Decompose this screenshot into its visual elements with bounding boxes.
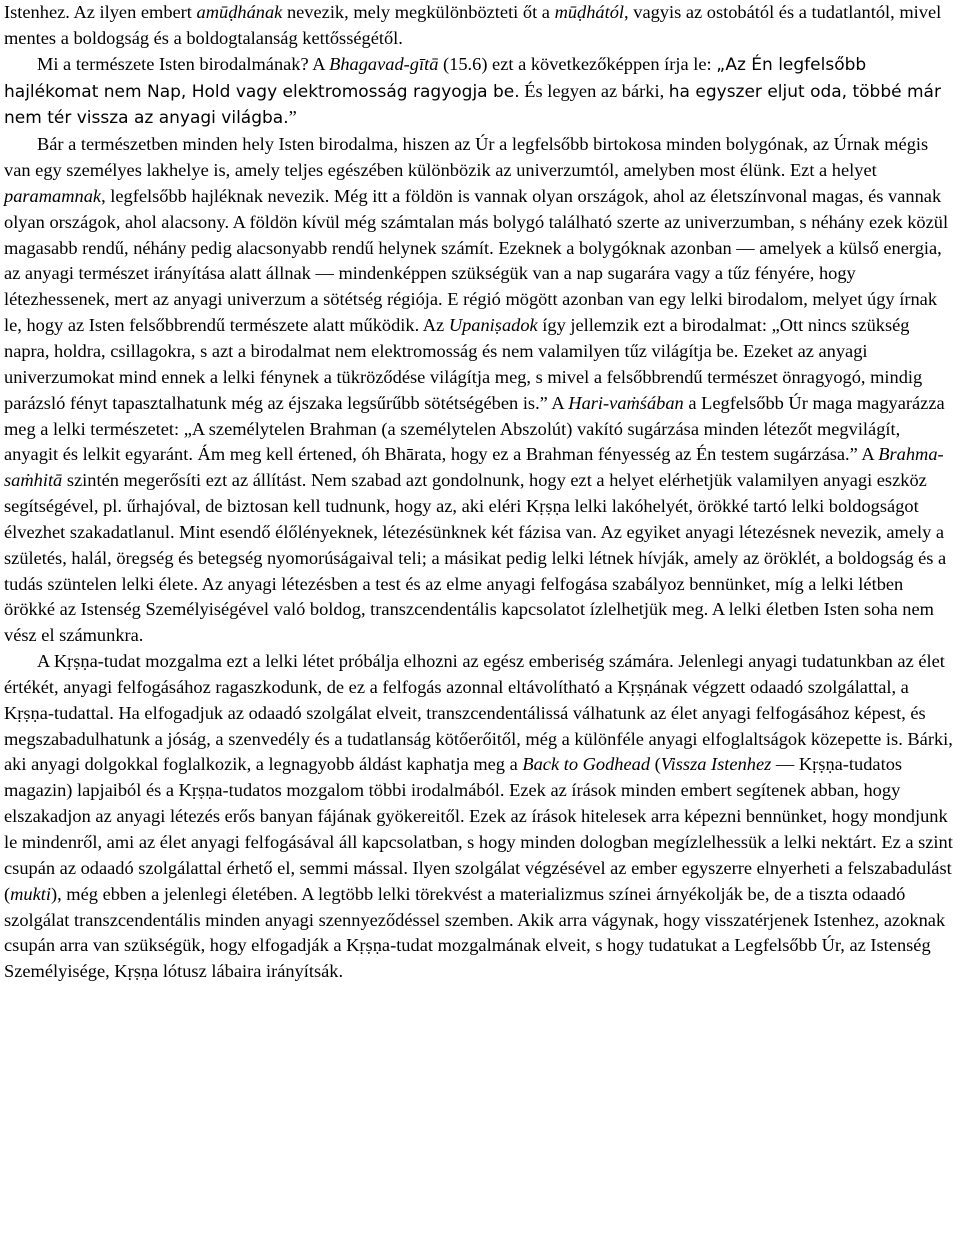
italic-term: paramamnak: [4, 185, 102, 206]
italic-term: mūḍhától: [554, 2, 625, 22]
text-run: nevezik, mely megkülönbözteti őt a: [282, 2, 555, 22]
paragraph-1: [4, 0, 956, 52]
paragraph-3: [4, 132, 956, 649]
italic-term: mukti: [10, 883, 51, 904]
text-run: , vagyis az ostobától és a tudatlantól, mivel mentes a boldogság és a boldogtalanság kettősségétől.: [4, 2, 942, 48]
text-run: a Legfelsőbb Úr maga magyarázza meg a lelki természetet: „A személytelen Brahman (a személytelen Abszolút) vakító sugárzása minden létezőt megvilágít, anyagit és lelkit egyaránt. Ám meg kell értened, óh Bhārata, hogy ez a Brahman fényesség az Én testem sugárzása.” A: [4, 392, 945, 465]
text-run: Mi a természete Isten birodalmának? A: [37, 53, 330, 74]
italic-title: Hari-vaṁśában: [568, 392, 684, 413]
italic-title: Vissza Istenhez: [660, 754, 772, 775]
text-run: szintén megerősíti ezt az állítást. Nem szabad azt gondolnunk, hogy ezt a helyet elérhetjük valamilyen anyagi eszköz segítségével, pl. űrhajóval, de biztosan kell tudnunk, hogy az, aki eléri Kṛṣṇa lelki lakóhelyét, örökké tartó lelki boldogságot élvezhet szakadatlanul. Mint esendő élőlényeknek, létezésünknek két fázisa van. Az egyiket anyagi létezésnek nevezik, amely a születés, halál, öregség és betegség nyomorúságaival teli; a másikat pedig lelki létnek hívják, amely az öröklét, a boldogság és a tudás szüntelen lelki élete. Az anyagi létezésben a test és az elme anyagi felfogása szabályoz bennünket, míg a lelki létben örökké az Istenség Személyiségével való boldog, transzcendentális kapcsolatot ízlelhetjük meg. A lelki életben Isten soha nem vész el számunkra.: [4, 470, 947, 646]
paragraph-4: [4, 649, 956, 985]
text-run: ”: [288, 107, 297, 128]
quote-sans: „Az Én legfelsőbb hajlékomat nem Nap, Hold vagy elektromosság ragyogja be.: [4, 54, 867, 102]
text-run: És legyen az bárki,: [519, 80, 669, 101]
text-run: Bár a természetben minden hely Isten birodalma, hiszen az Úr a legfelsőbb birtokosa minden bolygónak, az Úrnak mégis van egy személyes lakhelye is, amely teljes egészében különbözik az univerzumtól, amelyben most élünk. Ezt a helyet: [4, 134, 929, 181]
text-run: A Kṛṣṇa-tudat mozgalma ezt a lelki létet próbálja elhozni az egész emberiség számára. Jelenlegi anyagi tudatunkban az élet értékét, anyagi felfogásához ragaszkodunk, de ez a felfogás azonnal eltávolítható a Kṛṣṇának végzett odaadó szolgálattal, a Kṛṣṇa-tudattal. Ha elfogadjuk az odaadó szolgálat elveit, transzcendentálissá válhatunk az élet anyagi felfogásához képest, és megszabadulhatunk a jóság, a szenvedély és a tudatlanság kötőerőitől, még a különféle anyagi elfoglaltságok közepette is. Bárki, aki anyagi dolgokkal foglalkozik, a legnagyobb áldást kaphatja meg a: [4, 651, 953, 775]
text-run: — Kṛṣṇa-tudatos magazin) lapjaiból és a Kṛṣṇa-tudatos mozgalom többi irodalmából. Ezek az írások minden embert segítenek abban, hogy elszakadjon az anyagi létezés erős banyan fájának gyökereitől. Ezek az írások hitelesek arra képezni bennünket, hogy mondjunk le mindenről, ami az élet anyagi felfogásával áll kapcsolatban, s hogy minden dologban megízlelhessük a lelki nektárt. Ez a szint csupán az odaadó szolgálattal érhető el, semmi mással. Ilyen szolgálat végzésével az ember egyszerre elnyerheti a felszabadulást (: [4, 754, 953, 904]
text-run: , legfelsőbb hajléknak nevezik. Még itt a földön is vannak olyan országok, ahol az életszínvonal magas, és vannak olyan országok, ahol alacsony. A földön kívül még számtalan más bolygó található szerte az univerzumban, s néhány ezek közül magasabb rendű, néhány pedig alacsonyabb rendű helynek számít. Ezeknek a bolygóknak azonban — amelyek a külső energia, az anyagi természet irányítása alatt állnak — mindenképpen szükségük van a nap sugarára vagy a tűz fényére, hogy létezhessenek, mert az anyagi univerzum a sötétség régiója. E régió mögött azonban van egy lelki birodalom, melyet úgy írnak le, hogy az Isten felsőbbrendű természete alatt működik. Az: [4, 185, 949, 336]
italic-term: amūḍhának: [196, 2, 283, 22]
text-run: (15.6) ezt a következőképpen írja le:: [438, 53, 717, 74]
quote-sans: ha egyszer eljut oda, többé már nem tér vissza az anyagi világba.: [4, 81, 941, 129]
text-run: ), még ebben a jelenlegi életében. A legtöbb lelki törekvést a materializmus színei árnyékolják be, de a tiszta odaadó szolgálat transzcendentális minden anyagi szennyeződéssel szemben. Akik arra vágynak, hogy visszatérjenek Istenhez, azoknak csupán arra van szükségük, hogy elfogadják a Kṛṣṇa-tudat mozgalmának elveit, s hogy tudatukat a Legfelsőbb Úr, az Istenség Személyisége, Kṛṣṇa lótusz lábaira irányítsák.: [4, 883, 946, 982]
text-run: (: [650, 754, 661, 775]
italic-title: Brahma-saṁhitā: [4, 444, 944, 491]
italic-title: Upaniṣadok: [448, 315, 538, 336]
text-run: így jellemzik ezt a birodalmat: „Ott nincs szükség napra, holdra, csillagokra, s azt a birodalmat nem elektromosság és nem valamilyen tűz világítja be. Ezeket az anyagi univerzumokat mind ennek a lelki fénynek a tükröződése világítja meg, s mivel a felsőbbrendű természet önragyogó, mindig parázsló fényt tapasztalhatunk még az éjszaka legsűrűbb sötétségében is.” A: [4, 315, 923, 413]
italic-title: Back to Godhead: [522, 754, 651, 775]
paragraph-2: [4, 52, 956, 133]
text-run: Istenhez. Az ilyen embert: [4, 2, 197, 22]
italic-title: Bhagavad-gītā: [329, 53, 439, 74]
